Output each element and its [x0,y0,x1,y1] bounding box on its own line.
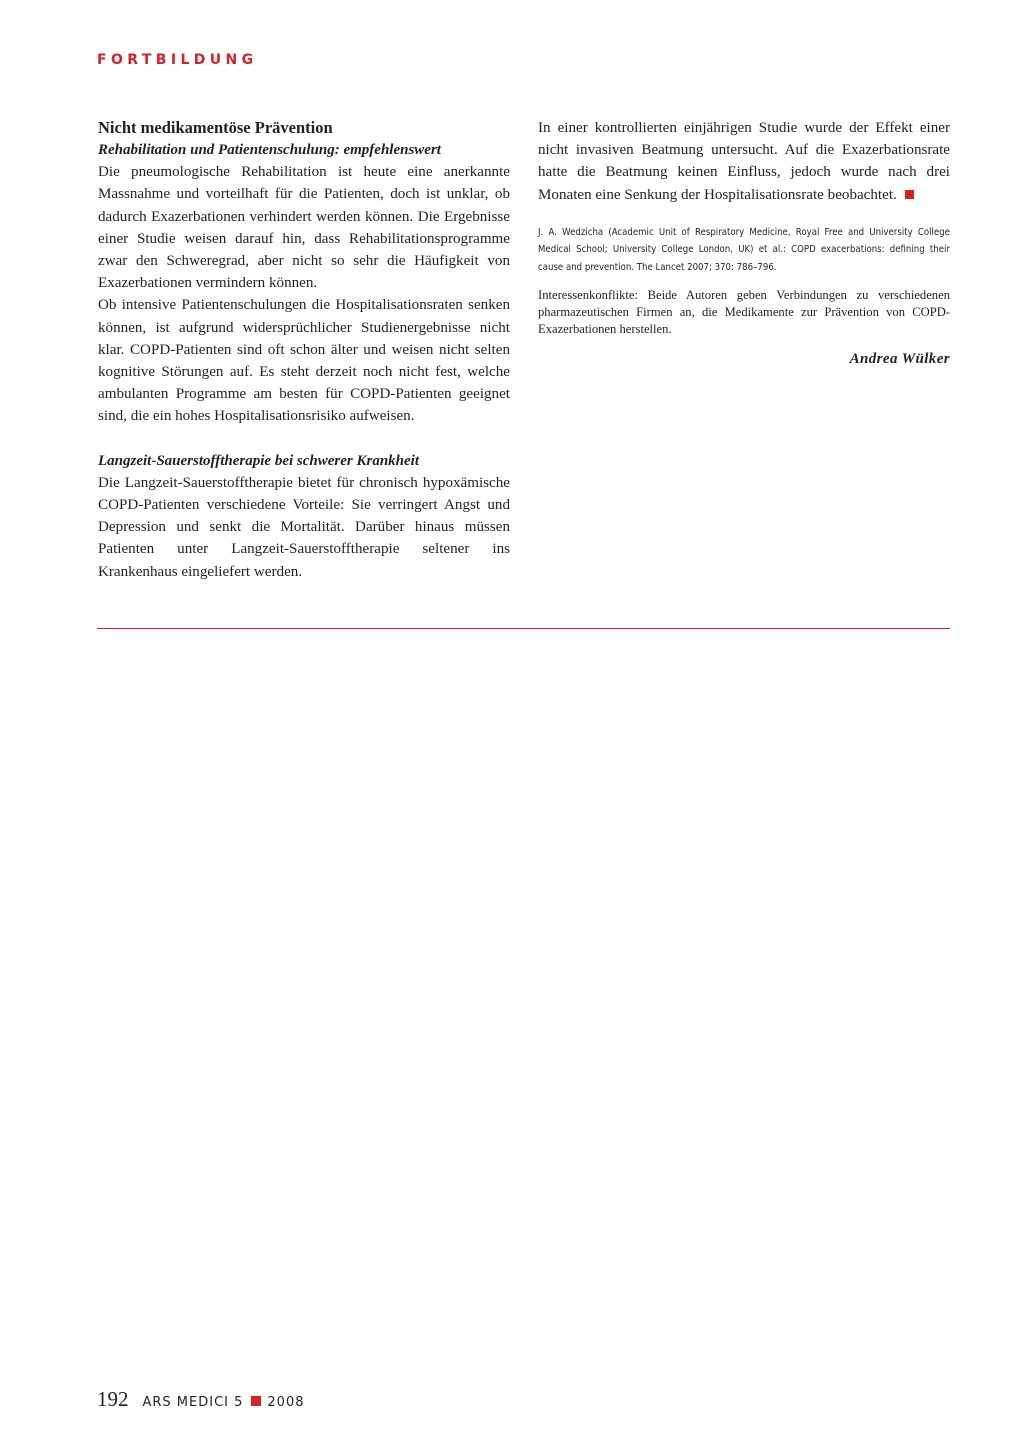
page-number: 192 [97,1387,129,1411]
page-footer [97,1387,305,1412]
author-name: Andrea Wülker [849,351,950,368]
paragraph-oxygen-therapy: Die Langzeit-Sauerstofftherapie bietet für chronisch hypoxämische COPD-Patienten verschiedene Vorteile: Sie verringert Angst und Depression und senkt die Mortalität. Darüber hinaus müssen Patienten unter Langzeit-Sauerstofftherapie seltener ins Krankenhaus eingeliefert werden. [98,474,510,580]
paragraph-rehabilitation: Die pneumologische Rehabilitation ist heute eine anerkannte Massnahme und vorteilhaft für die Patienten, doch ist unklar, ob dadurch Exazerbationen verhindert werden können. Die Ergebnisse einer Studie weisen darauf hin, dass Rehabilitationsprogramme zwar den Schweregrad, aber nicht so sehr die Häufigkeit von Exazerbationen vermindern können. [98,164,510,292]
reference: J. A. Wedzicha (Academic Unit of Respiratory Medicine, Royal Free and University College Medical School; University College London, UK) et al.: COPD exacerbations: defining their cause and prevention. The Lancet 2007; 370: 786–796. [538,226,950,273]
paragraph-ventilation [538,117,950,206]
right-column [538,117,950,368]
section-label: FORTBILDUNG [97,52,258,68]
separator-square-icon [251,1396,261,1406]
left-column [98,117,510,583]
section-heading: Nicht medikamentöse Prävention [98,118,333,137]
section-divider [97,628,950,629]
subheading-rehabilitation: Rehabilitation und Patientenschulung: empfehlenswert [98,142,441,158]
paragraph-ventilation-text: In einer kontrollierten einjährigen Studie wurde der Effekt einer nicht invasiven Beatmung untersucht. Auf die Exazerbationsrate hatte die Beatmung keinen Einfluss, jedoch wurde nach drei Monaten eine Senkung der Hospitalisationsrate beobachtet. [538,120,950,203]
paragraph-patient-education: Ob intensive Patientenschulungen die Hospitalisationsraten senken können, ist aufgrund widersprüchlicher Studienergebnisse nicht klar. COPD-Patienten sind oft schon älter und weisen nicht selten kognitive Störungen auf. Es steht derzeit noch nicht fest, welche ambulanten Programme am besten für COPD-Patienten geeignet sind, die ein hohes Hospitalisationsrisiko aufweisen. [98,297,510,425]
conflict-of-interest-note: Interessenkonflikte: Beide Autoren geben Verbindungen zu verschiedenen pharmazeutischen Firmen an, die Medikamente zur Prävention von COPD-Exazerbationen herstellen. [538,288,950,337]
end-of-article-square-icon [905,190,914,199]
subheading-oxygen-therapy: Langzeit-Sauerstofftherapie bei schwerer Krankheit [98,452,419,469]
publication-year: 2008 [267,1395,305,1410]
journal-issue: ARS MEDICI 5 [142,1395,244,1410]
